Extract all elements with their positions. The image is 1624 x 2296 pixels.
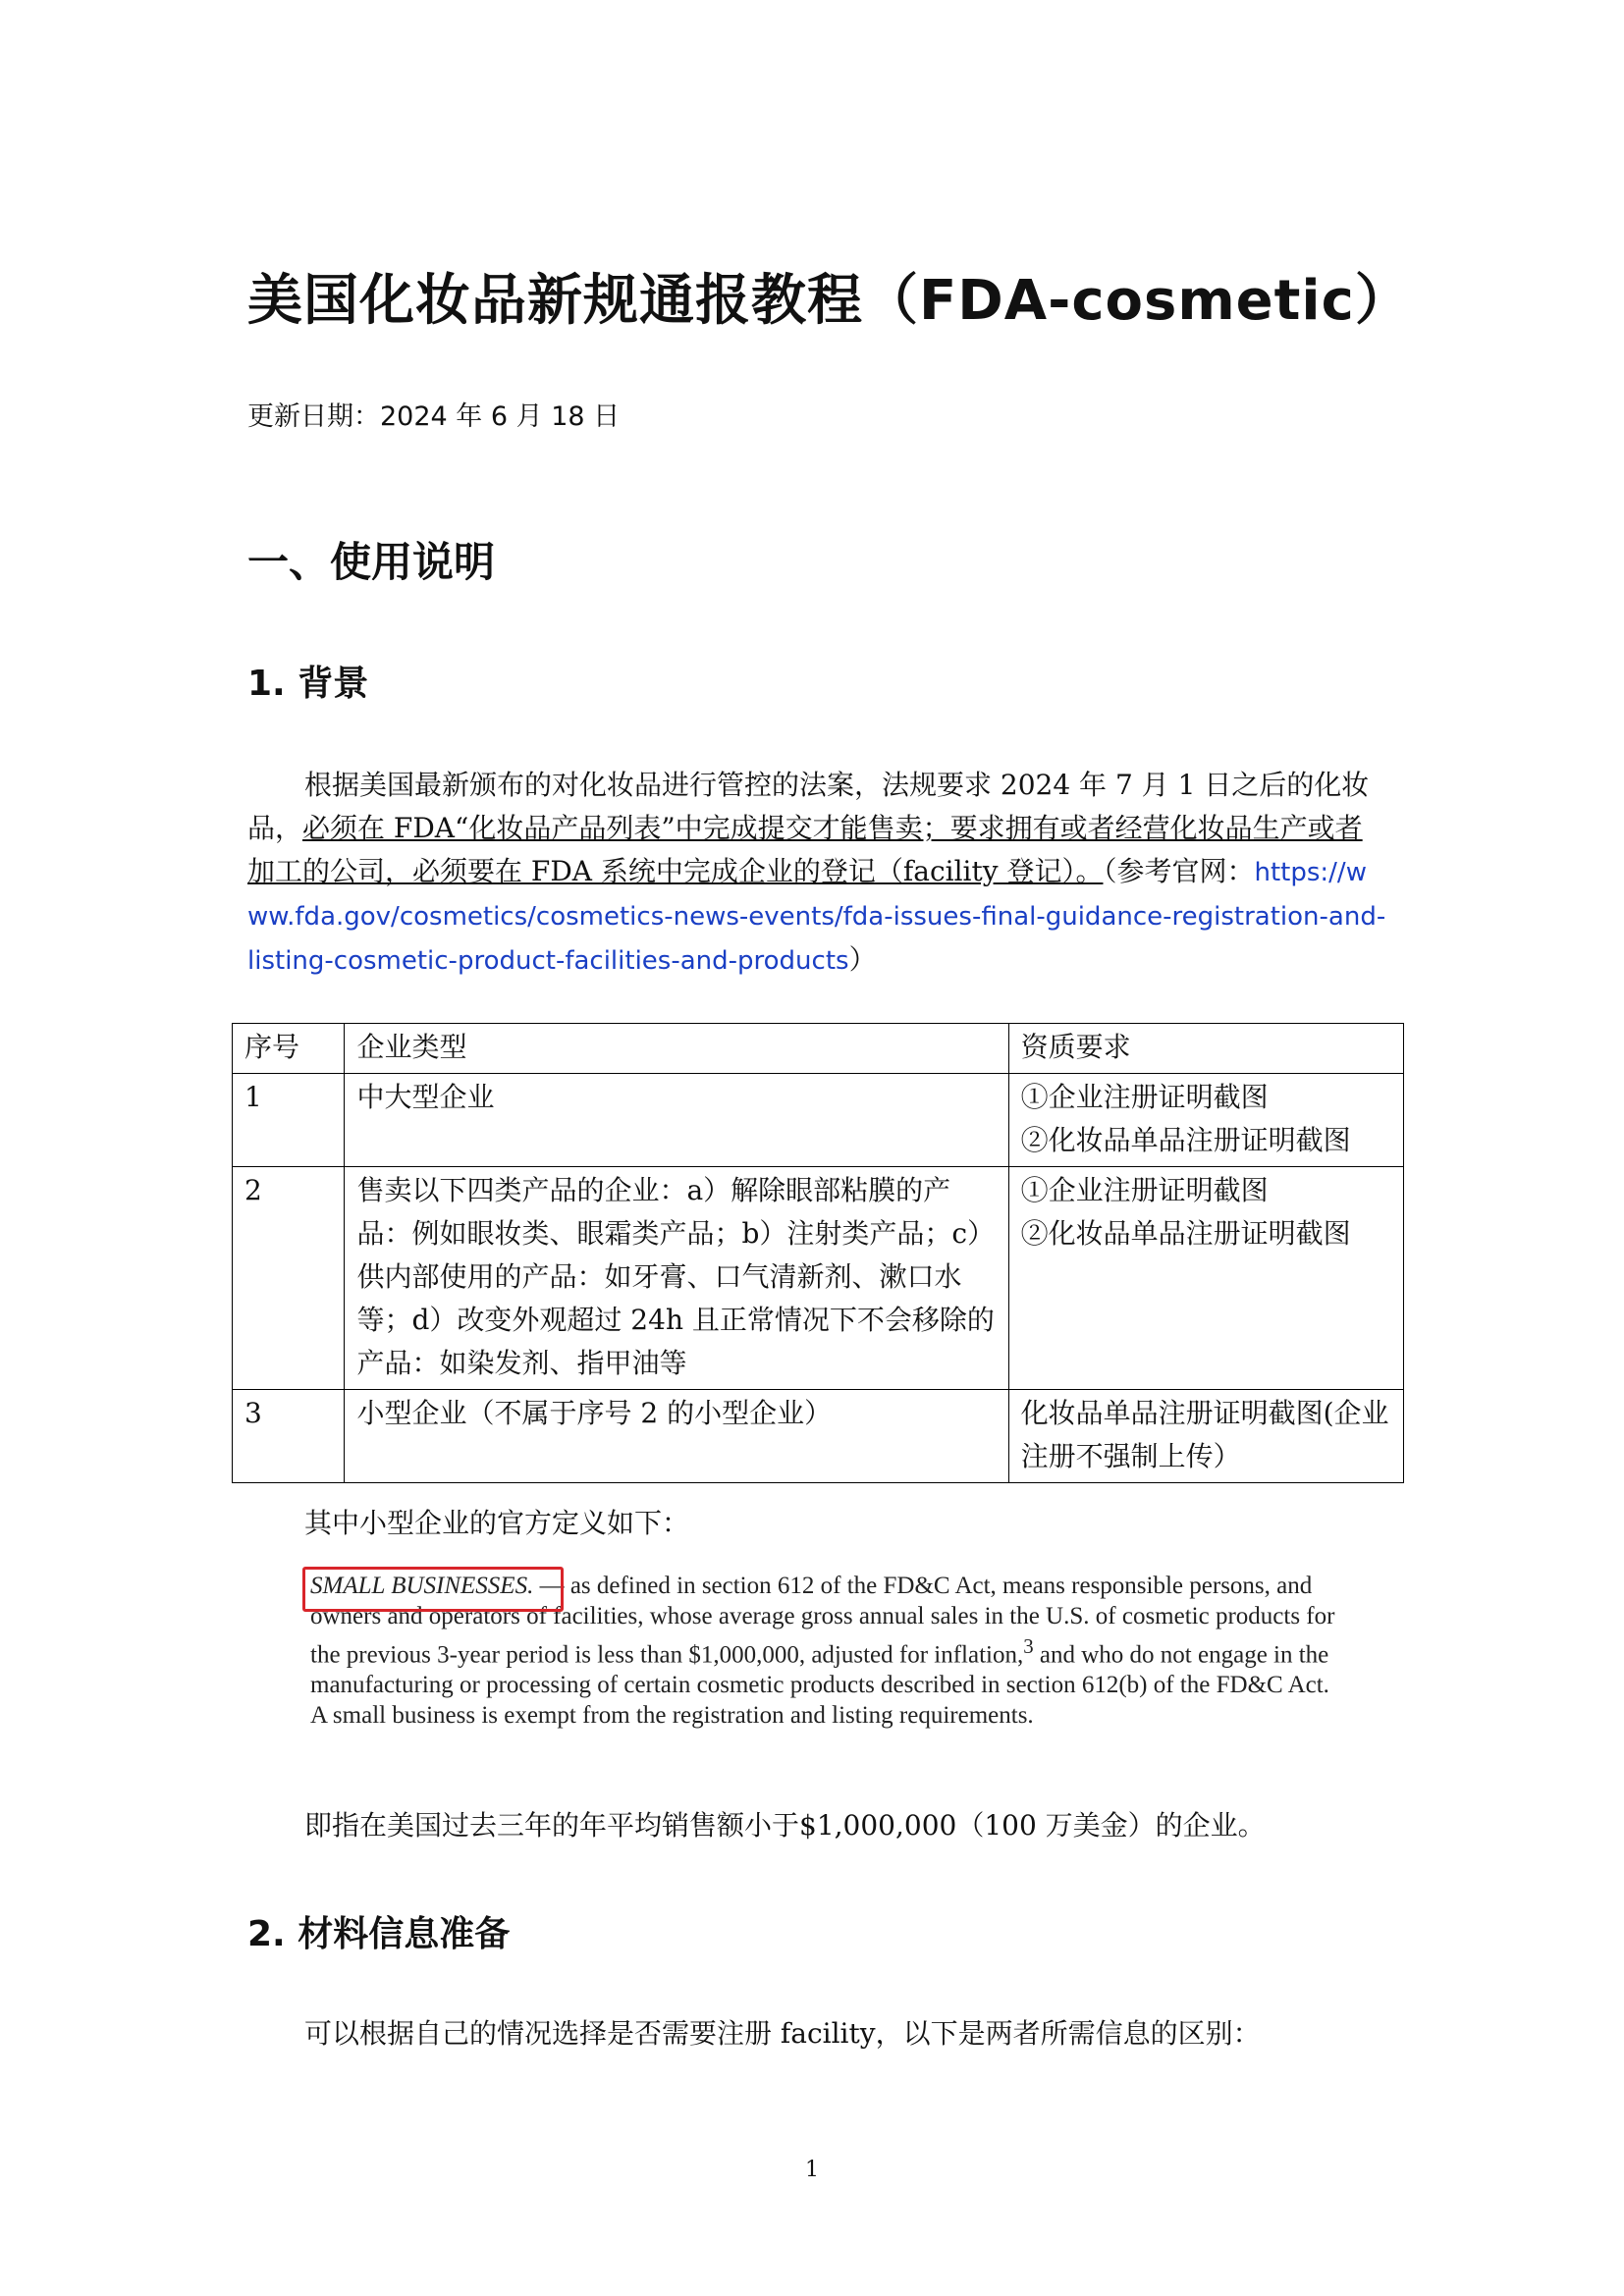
header-requirement: 资质要求	[1008, 1024, 1403, 1074]
row-requirement	[1008, 1074, 1403, 1167]
table-row	[233, 1074, 1404, 1167]
section-heading-usage: 一、使用说明	[247, 538, 496, 586]
row-requirement	[1008, 1390, 1403, 1483]
subheading-materials: 2. 材料信息准备	[247, 1914, 511, 1954]
quote-footnote: 3	[1023, 1634, 1034, 1658]
table-row	[233, 1167, 1404, 1390]
quote-text-continued: and who do not engage in the manufacturing or processing of certain cosmetic products described in section 612(b) of the FD&C Act. A small business is exempt from the registration and listing requirements.	[310, 1641, 1329, 1730]
highlight-box	[302, 1567, 564, 1612]
quote-text: — as defined in section 612 of the FD&C Act, means responsible persons, and owners and operators of facilities, whose average gross annual sales in the U.S. of cosmetic products for the previous 3-year period is less than $1,000,000, adjusted for inflation,	[310, 1573, 1335, 1669]
requirements-table	[232, 1023, 1404, 1483]
requirement-line: 化妆品单品注册证明截图(企业注册不强制上传）	[1020, 1397, 1389, 1472]
row-no: 3	[233, 1390, 345, 1483]
small-business-summary: 即指在美国过去三年的年平均销售额小于$1,000,000（100 万美金）的企业。	[304, 1809, 1266, 1842]
requirement-line: ②化妆品单品注册证明截图	[1020, 1217, 1351, 1250]
document-title: 美国化妆品新规通报教程（FDA-cosmetic）	[247, 269, 1411, 333]
row-type: 售卖以下四类产品的企业：a）解除眼部粘膜的产品：例如眼妆类、眼霜类产品；b）注射类产品；c）供内部使用的产品：如牙膏、口气清新剂、漱口水等；d）改变外观超过 24h 且正常情况下不会移除的产品：如染发剂、指甲油等	[345, 1167, 1008, 1390]
page-number: 1	[805, 2158, 819, 2182]
quote-term: SMALL BUSINESSES.	[310, 1573, 534, 1599]
row-type: 小型企业（不属于序号 2 的小型企业）	[345, 1390, 1008, 1483]
small-business-intro: 其中小型企业的官方定义如下：	[304, 1507, 690, 1539]
background-ref-text: （参考官网：	[1103, 855, 1255, 887]
row-type: 中大型企业	[345, 1074, 1008, 1167]
header-no: 序号	[233, 1024, 345, 1074]
fda-guidance-link[interactable]: https://www.fda.gov/cosmetics/cosmetics-news-events/fda-issues-final-guidance-registration-and-listing-cosmetic-product-facilities-and-products	[247, 858, 1386, 976]
requirement-line: ②化妆品单品注册证明截图	[1020, 1124, 1351, 1156]
requirement-line: ①企业注册证明截图	[1020, 1174, 1269, 1206]
materials-paragraph: 可以根据自己的情况选择是否需要注册 facility，以下是两者所需信息的区别：	[304, 2017, 1261, 2050]
requirement-line: ①企业注册证明截图	[1020, 1081, 1269, 1113]
row-requirement	[1008, 1167, 1403, 1390]
header-type: 企业类型	[345, 1024, 1008, 1074]
update-date: 更新日期：2024 年 6 月 18 日	[247, 401, 621, 432]
background-end-text: ）	[848, 943, 877, 976]
row-no: 2	[233, 1167, 345, 1390]
background-underlined-text: 必须在 FDA“化妆品产品列表”中完成提交才能售卖；要求拥有或者经营化妆品生产或者加工的公司，必须要在 FDA 系统中完成企业的登记（facility 登记）。	[247, 812, 1363, 887]
row-no: 1	[233, 1074, 345, 1167]
small-business-definition-quote	[310, 1571, 1341, 1731]
background-paragraph	[247, 764, 1386, 983]
table-row	[233, 1390, 1404, 1483]
table-header-row	[233, 1024, 1404, 1074]
background-text: 根据美国最新颁布的对化妆品进行管控的法案，法规要求 2024 年 7 月 1 日之后的化妆品，	[247, 769, 1370, 844]
subheading-background: 1. 背景	[247, 664, 369, 704]
